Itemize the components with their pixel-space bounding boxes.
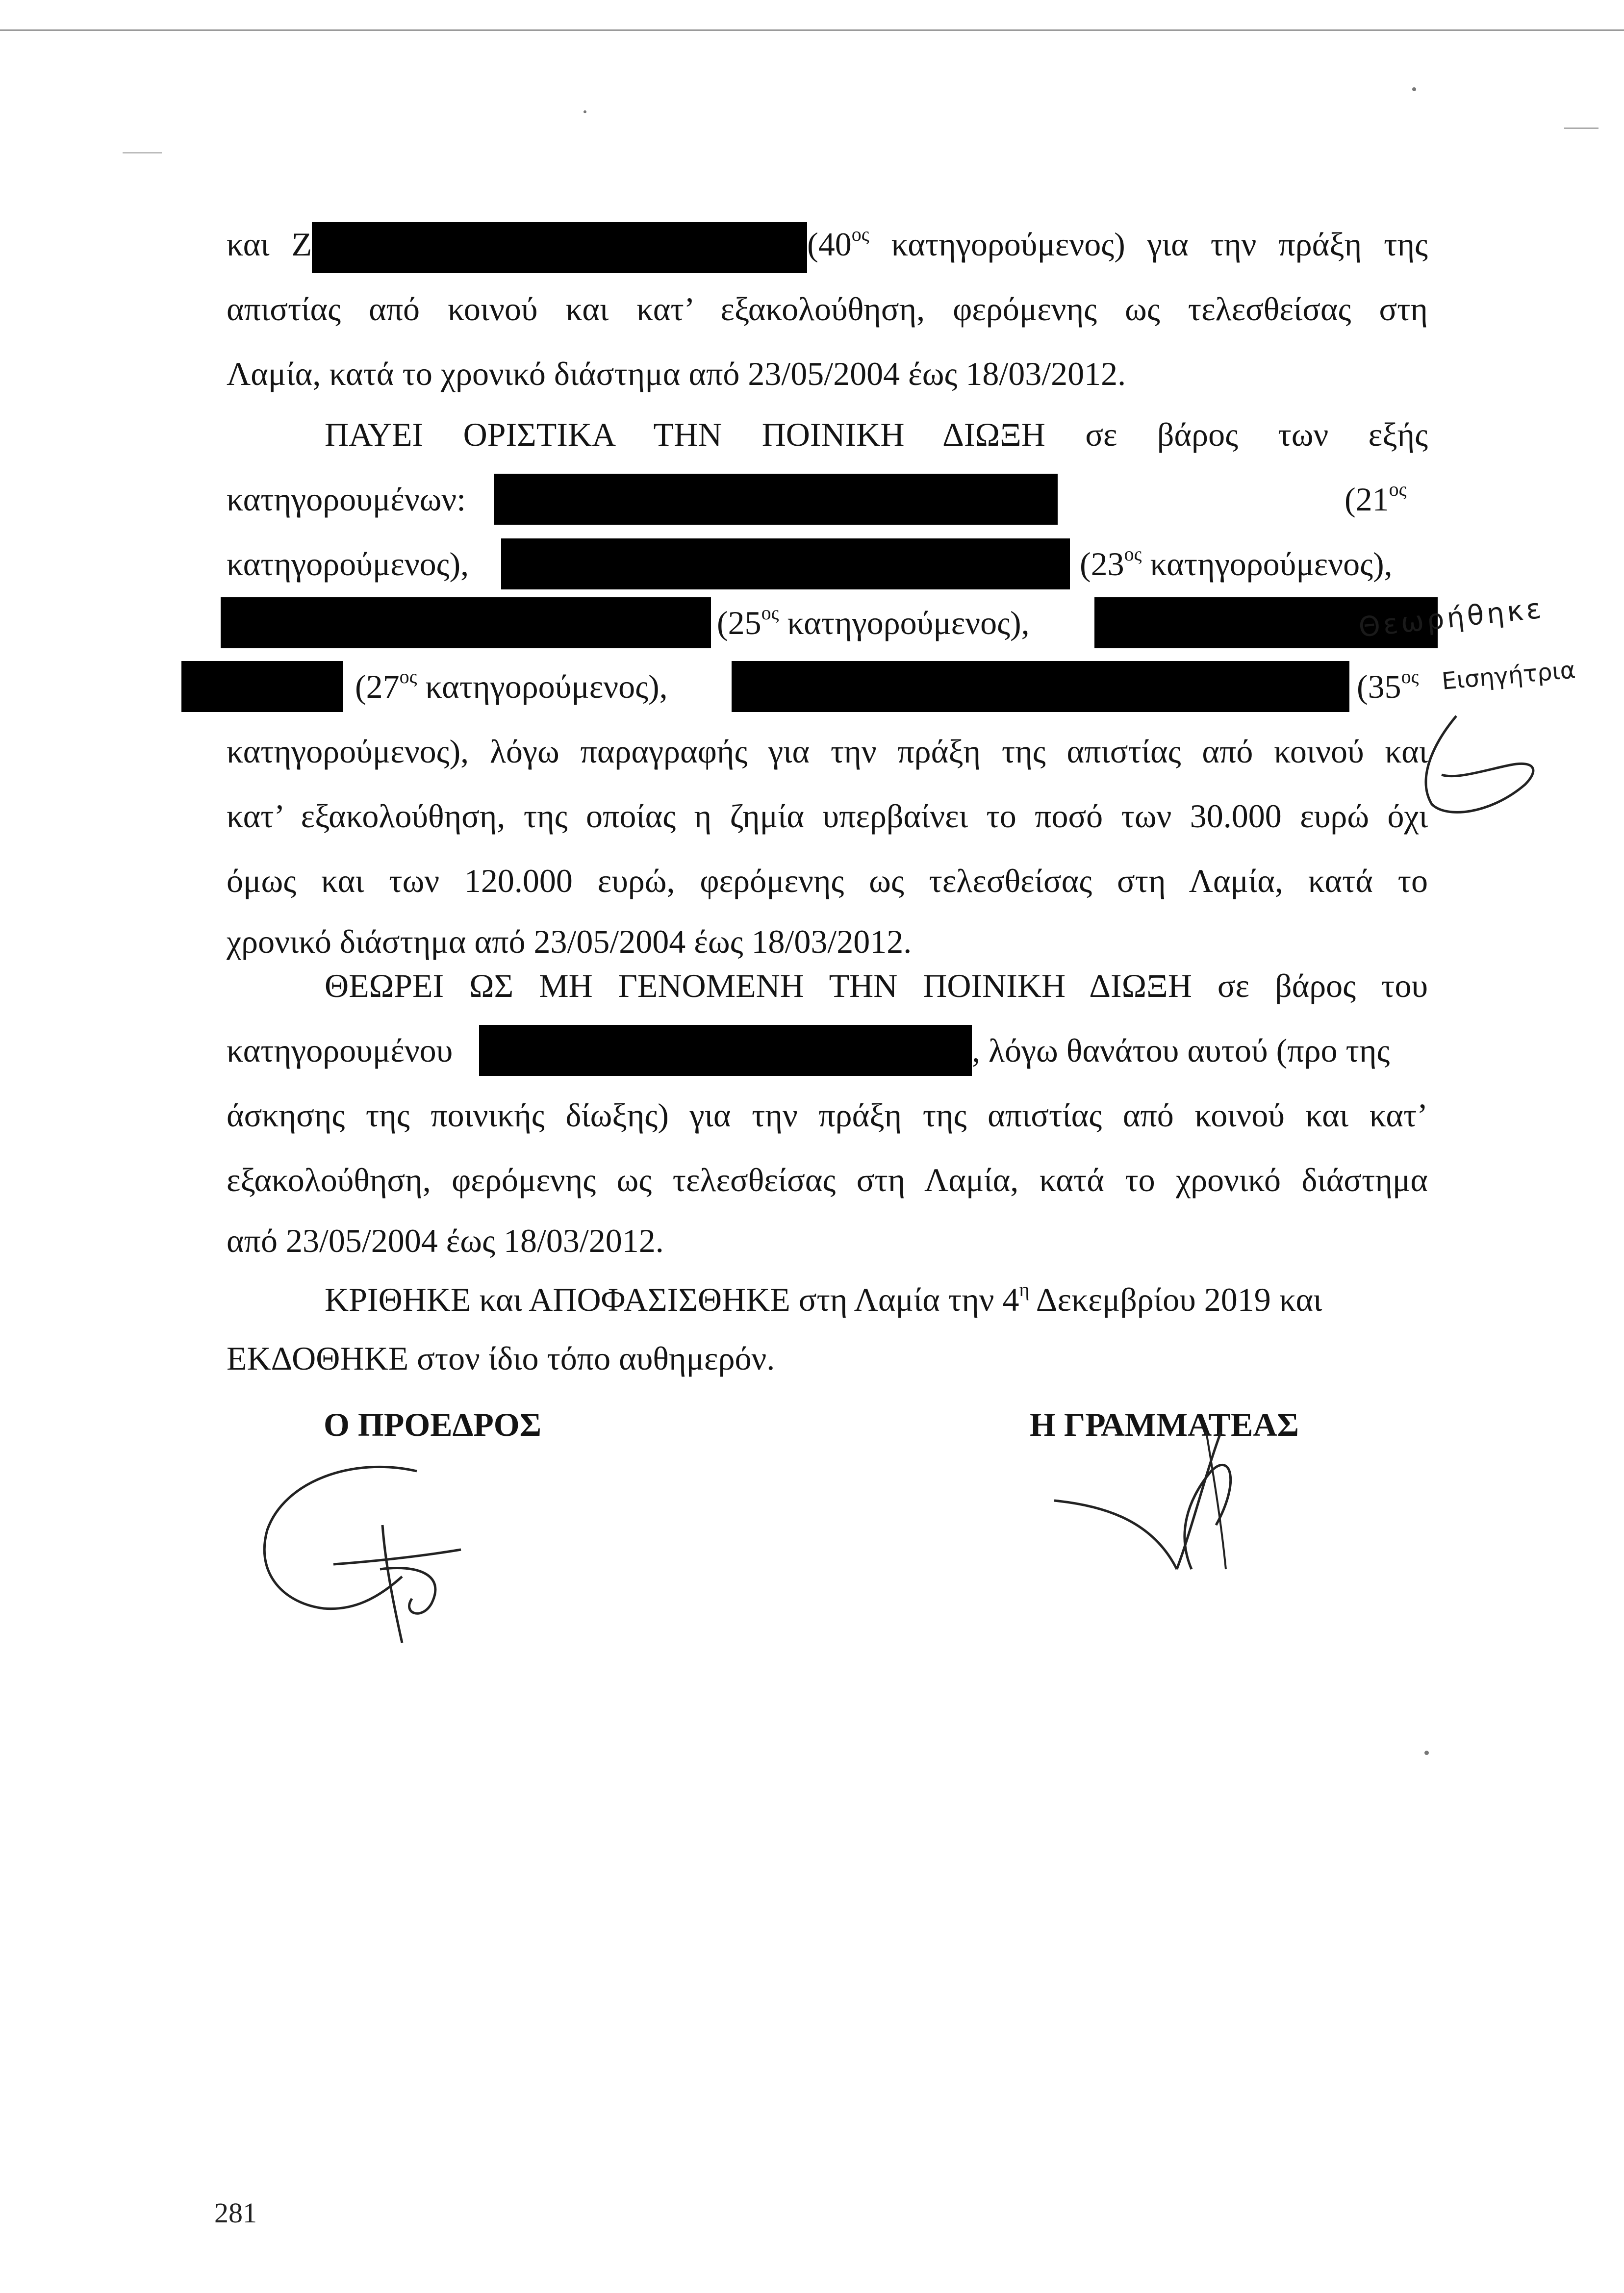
text-fragment: κατηγορούμενος), <box>227 545 469 583</box>
margin-note-flourish <box>1412 706 1549 824</box>
redaction-block <box>312 222 807 273</box>
para1-line2: απιστίας από κοινού και κατ’ εξακολούθηση, φερόμενης ως τελεσθείσας στη <box>227 290 1428 328</box>
text-fragment: κατηγορουμένων: <box>227 481 466 518</box>
para2-line2 <box>227 475 1428 524</box>
redaction-block <box>221 597 711 648</box>
text-fragment: ($23^{o\varsigma}$ κατηγορούμενος), <box>1080 543 1393 583</box>
para2-line5 <box>227 662 1452 711</box>
text-fragment: ($25^{o\varsigma}$ κατηγορούμενος), <box>717 602 1030 641</box>
para2-line9: χρονικό διάστημα από 23/05/2004 έως 18/03/2012. <box>227 923 912 960</box>
scan-speck <box>1412 87 1416 91</box>
text-fragment: , λόγω θανάτου αυτού (προ της <box>972 1032 1390 1069</box>
margin-note-line2: Εισηγήτρια <box>1441 656 1577 695</box>
para4-line2: ΕΚΔΟΘΗΚΕ στον ίδιο τόπο αυθημερόν. <box>227 1340 775 1377</box>
ordinal-suffix: η <box>1019 1278 1030 1300</box>
para3-line2 <box>227 1026 1428 1075</box>
president-title: Ο ΠΡΟΕΔΡΟΣ <box>324 1406 542 1443</box>
secretary-signature <box>1044 1412 1250 1579</box>
text-fragment: ($35^{o\varsigma}$ <box>1357 665 1419 705</box>
top-scan-border <box>0 29 1624 31</box>
secretary-title: Η ΓΡΑΜΜΑΤΕΑΣ <box>1030 1406 1299 1443</box>
redaction-block <box>494 474 1058 525</box>
para3-line1: ΘΕΩΡΕΙ ΩΣ ΜΗ ΓΕΝΟΜΕΝΗ ΤΗΝ ΠΟΙΝΙΚΗ ΔΙΩΞΗ σε βάρος του <box>325 967 1428 1004</box>
para1-line1 <box>227 220 1428 269</box>
ordinal-suffix: ος <box>851 223 869 245</box>
scan-speck <box>1424 1751 1429 1755</box>
president-signature <box>255 1452 530 1657</box>
margin-note-line1: Θεωρήθηκε <box>1357 592 1546 644</box>
para2-line6: κατηγορούμενος), λόγω παραγραφής για την πράξη της απιστίας από κοινού και <box>227 733 1428 770</box>
text-fragment: κατηγορούμενος) για την πράξη της <box>869 226 1428 263</box>
para3-line4: εξακολούθηση, φερόμενης ως τελεσθείσας στη Λαμία, κατά το χρονικό διάστημα <box>227 1161 1428 1198</box>
page-number: 281 <box>214 2197 257 2229</box>
para3-line3: άσκησης της ποινικής δίωξης) για την πράξη της απιστίας από κοινού και κατ’ <box>227 1096 1428 1134</box>
text-fragment: Δεκεμβρίου 2019 και <box>1029 1281 1322 1318</box>
para2-line7: κατ’ εξακολούθηση, της οποίας η ζημία υπερβαίνει το ποσό των 30.000 ευρώ όχι <box>227 797 1428 835</box>
scan-speck <box>1564 127 1599 129</box>
para1-line3: Λαμία, κατά το χρονικό διάστημα από 23/05/2004 έως 18/03/2012. <box>227 355 1126 392</box>
text-fragment: και Ζ <box>227 226 312 263</box>
para3-line5: από 23/05/2004 έως 18/03/2012. <box>227 1222 664 1259</box>
para2-line1: ΠΑΥΕΙ ΟΡΙΣΤΙΚΑ ΤΗΝ ΠΟΙΝΙΚΗ ΔΙΩΞΗ σε βάρος των εξής <box>325 416 1428 453</box>
para2-line3 <box>227 539 1428 588</box>
para2-line8: όμως και των 120.000 ευρώ, φερόμενης ως τελεσθείσας στη Λαμία, κατά το <box>227 862 1428 899</box>
para4-line1 <box>325 1275 1322 1324</box>
redaction-block <box>501 538 1070 589</box>
para2-line4 <box>227 598 1452 647</box>
text-fragment: ($21^{o\varsigma}$ <box>1345 478 1407 518</box>
text-fragment: κατηγορουμένου <box>227 1032 453 1069</box>
redaction-block <box>732 661 1349 712</box>
text-fragment: (40 <box>807 226 852 263</box>
redaction-block <box>479 1025 972 1076</box>
scan-speck <box>584 110 586 113</box>
text-fragment: ΚΡΙΘΗΚΕ και ΑΠΟΦΑΣΙΣΘΗΚΕ στη Λαμία την 4 <box>325 1281 1019 1318</box>
text-fragment: ($27^{o\varsigma}$ κατηγορούμενος), <box>355 665 668 705</box>
scan-speck <box>123 152 162 153</box>
redaction-block <box>181 661 343 712</box>
